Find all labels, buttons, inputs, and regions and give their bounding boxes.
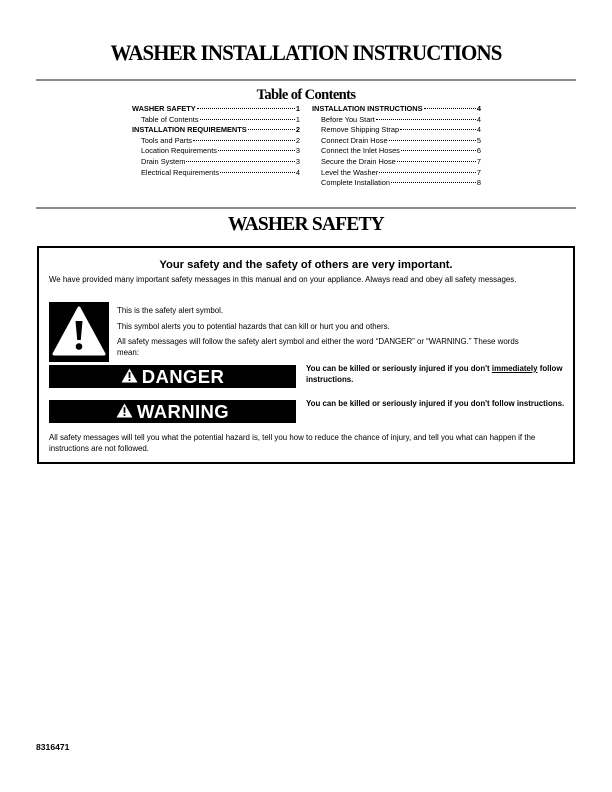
- toc-left-column: [132, 104, 300, 178]
- toc-entry[interactable]: Electrical Requirements 4: [141, 167, 300, 177]
- toc-entry[interactable]: Secure the Drain Hose 7: [321, 156, 481, 166]
- symbol-description: This is the safety alert symbol.: [117, 306, 224, 315]
- toc-entry[interactable]: Before You Start 4: [321, 114, 481, 124]
- alert-triangle-icon: [116, 401, 133, 423]
- toc-entry[interactable]: Tools and Parts 2: [141, 135, 300, 145]
- safety-box: [37, 246, 575, 464]
- toc-entry[interactable]: Connect the Inlet Hoses 6: [321, 146, 481, 156]
- toc-entry[interactable]: WASHER SAFETY 1: [132, 104, 300, 113]
- toc-entry[interactable]: INSTALLATION INSTRUCTIONS 4: [312, 104, 481, 113]
- toc-entry[interactable]: Location Requirements 3: [141, 146, 300, 156]
- danger-word: DANGER: [141, 365, 225, 387]
- divider-top: [36, 79, 576, 81]
- page-title: WASHER INSTALLATION INSTRUCTIONS: [110, 40, 502, 65]
- signal-words-description: All safety messages will follow the safety alert symbol and either the word “DANGER” or “WARNING.” These words mean:: [117, 337, 519, 357]
- safety-alert-triangle-icon: [49, 302, 109, 362]
- toc-entry[interactable]: Drain System 3: [141, 156, 300, 166]
- warning-word: WARNING: [136, 400, 230, 422]
- safety-heading: Your safety and the safety of others are very important.: [159, 259, 453, 271]
- warning-label: [49, 400, 296, 423]
- safety-intro: We have provided many important safety messages in this manual and on your appliance. Always read and obey all safety messages.: [49, 275, 517, 284]
- toc-entry[interactable]: Table of Contents 1: [141, 114, 300, 124]
- toc-entry[interactable]: Level the Washer 7: [321, 167, 481, 177]
- safety-outro: All safety messages will tell you what the potential hazard is, tell you how to reduce the chance of injury, and tell you what can happen if the instructions are not followed.: [49, 433, 536, 453]
- toc-heading: Table of Contents: [256, 87, 356, 103]
- warning-message: You can be killed or seriously injured if you don't follow instructions.: [306, 399, 565, 408]
- document-number: 8316471: [36, 742, 70, 752]
- danger-label: [49, 365, 296, 388]
- danger-message: You can be killed or seriously injured if you don't immediately follow instructions.: [306, 364, 563, 384]
- toc-entry[interactable]: Complete Installation 8: [321, 178, 481, 188]
- symbol-alert-description: This symbol alerts you to potential hazards that can kill or hurt you and others.: [117, 322, 390, 331]
- section-title: WASHER SAFETY: [228, 214, 384, 235]
- toc-entry[interactable]: Remove Shipping Strap 4: [321, 125, 481, 135]
- toc-entry[interactable]: Connect Drain Hose 5: [321, 135, 481, 145]
- divider-middle: [36, 207, 576, 209]
- alert-triangle-icon: [121, 366, 138, 388]
- toc-right-column: [312, 104, 481, 189]
- toc-entry[interactable]: INSTALLATION REQUIREMENTS 2: [132, 125, 300, 135]
